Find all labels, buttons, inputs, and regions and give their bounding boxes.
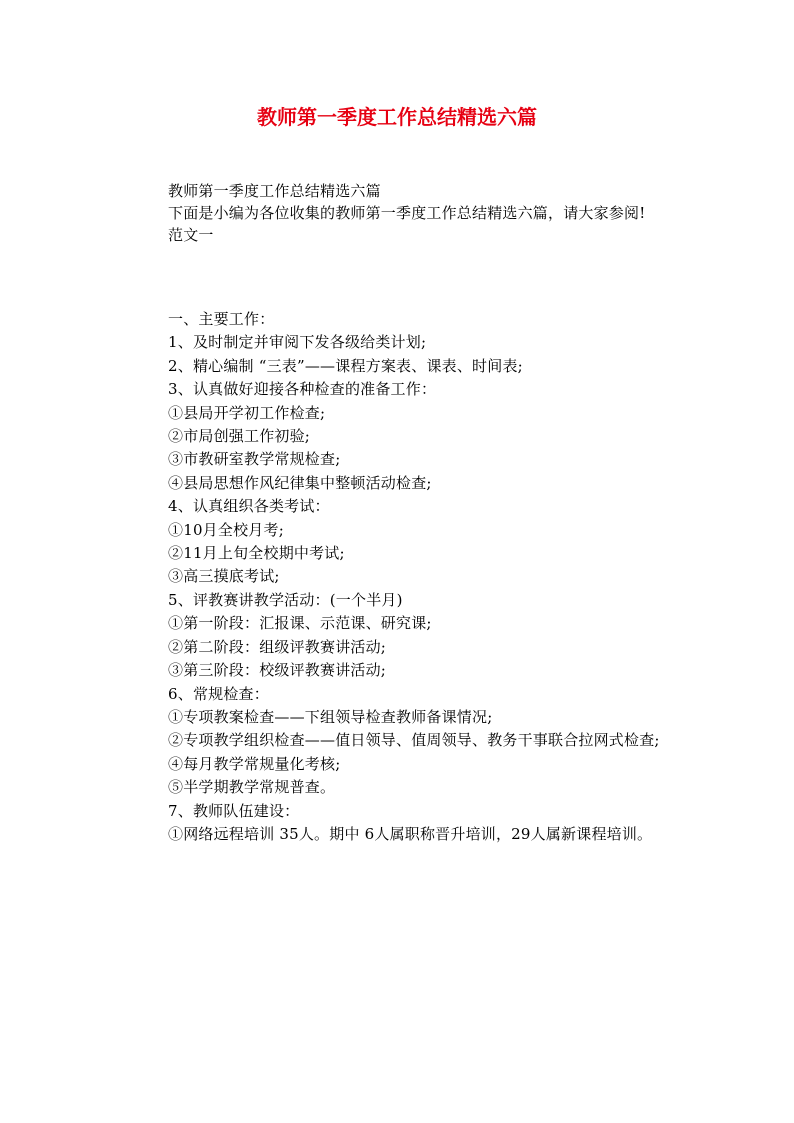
body-line: ①10月全校月考;	[168, 520, 284, 539]
body-section	[168, 308, 728, 846]
body-line: ③市教研室教学常规检查;	[168, 450, 341, 469]
body-line: ②专项教学组织检查——值日领导、值周领导、教务干事联合拉网式检查;	[168, 731, 660, 750]
body-line: ②市局创强工作初验;	[168, 427, 311, 446]
body-line: 6、常规检查：	[168, 684, 269, 703]
body-line: 3、认真做好迎接各种检查的准备工作：	[168, 380, 437, 399]
body-line: ④每月教学常规量化考核;	[168, 754, 341, 773]
body-line: ⑤半学期教学常规普查。	[168, 778, 336, 797]
body-line: 4、认真组织各类考试：	[168, 497, 330, 516]
body-line: ①专项教案检查——下组领导检查教师备课情况;	[168, 707, 493, 726]
intro-line: 下面是小编为各位收集的教师第一季度工作总结精选六篇，请大家参阅!	[168, 204, 646, 222]
intro-section	[168, 180, 728, 246]
document-title: 教师第一季度工作总结精选六篇	[257, 105, 537, 129]
intro-line: 教师第一季度工作总结精选六篇	[168, 182, 381, 200]
body-line: ②第二阶段：组级评教赛讲活动;	[168, 637, 387, 656]
intro-line: 范文一	[168, 226, 214, 244]
section-heading: 一、主要工作：	[168, 310, 275, 328]
body-line: ②11月上旬全校期中考试;	[168, 544, 345, 563]
body-line: ③高三摸底考试;	[168, 567, 280, 586]
body-line: ①县局开学初工作检查;	[168, 403, 326, 422]
body-line: ①网络远程培训 35人。期中 6人属职称晋升培训，29人属新课程培训。	[168, 824, 653, 843]
body-line: ④县局思想作风纪律集中整顿活动检查;	[168, 473, 432, 492]
body-line: 2、精心编制 “三表”——课程方案表、课表、时间表;	[168, 356, 523, 375]
body-line: 5、评教赛讲教学活动：(一个半月)	[168, 590, 403, 609]
body-line: ①第一阶段：汇报课、示范课、研究课;	[168, 614, 432, 633]
body-line: ③第三阶段：校级评教赛讲活动;	[168, 661, 387, 680]
body-line: 7、教师队伍建设：	[168, 801, 300, 820]
body-line: 1、及时制定并审阅下发各级给类计划;	[168, 333, 427, 352]
